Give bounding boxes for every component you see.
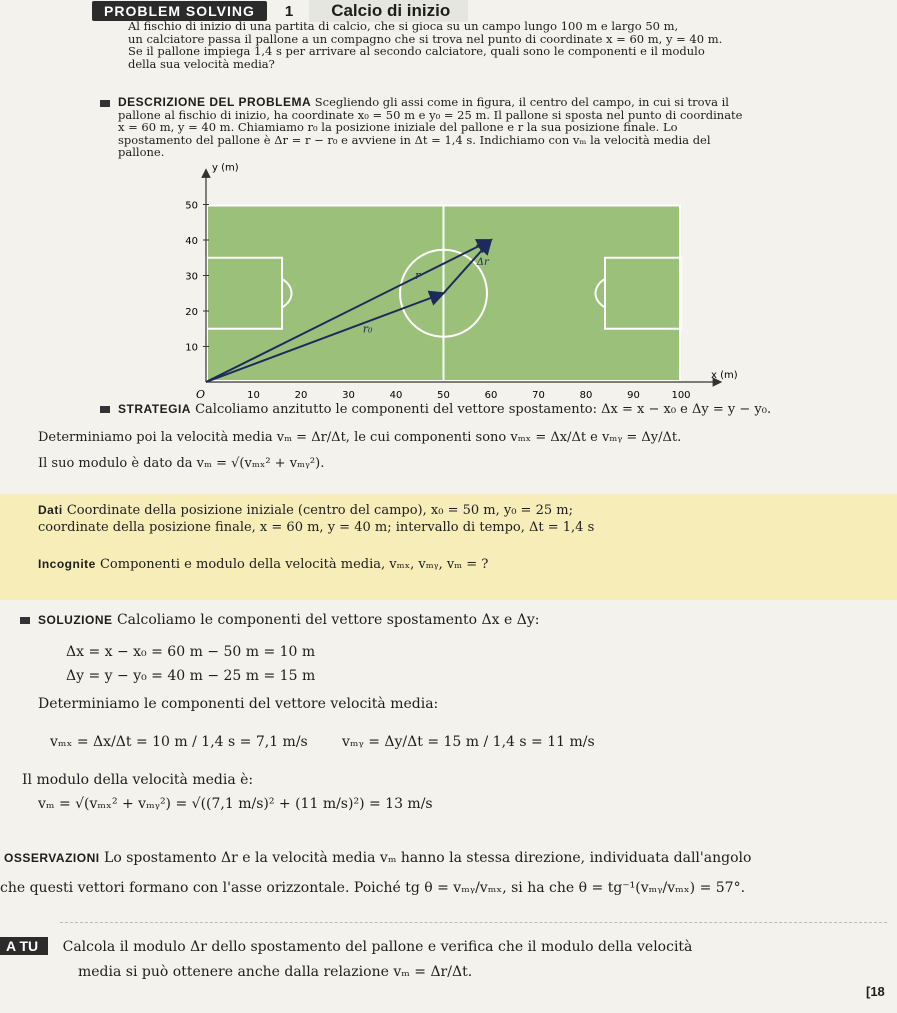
problem-number: 1 <box>284 2 294 20</box>
problem-solving-badge: PROBLEM SOLVING <box>92 1 267 21</box>
y-tick-label: 30 <box>185 271 198 283</box>
solution-modulus: vₘ = √(vₘₓ² + vₘᵧ²) = √((7,1 m/s)² + (11 m/s)²) = 13 m/s <box>38 796 433 812</box>
x-tick-label: 30 <box>342 390 355 401</box>
observations-lead: OSSERVAZIONI <box>4 851 100 865</box>
x-tick-label: 20 <box>294 390 308 401</box>
description-lead: DESCRIZIONE DEL PROBLEMA <box>118 95 312 109</box>
dati-lead: Dati <box>38 503 63 517</box>
strategy-block <box>100 402 890 417</box>
solution-vmy: vₘᵧ = Δy/Δt = 15 m / 1,4 s = 11 m/s <box>342 734 595 750</box>
section-marker <box>100 100 110 107</box>
observations-line-1 <box>4 850 751 866</box>
exercise-text: Calcola il modulo Δr dello spostamento del pallone e verifica che il modulo della velocità <box>62 939 693 955</box>
x-tick-label: 100 <box>671 390 691 401</box>
solution-mod-intro: Il modulo della velocità media è: <box>22 772 254 788</box>
solution-header <box>20 612 539 628</box>
solution-lead: SOLUZIONE <box>38 613 113 627</box>
strategy-line: Il suo modulo è dato da vₘ = √(vₘₓ² + vₘᵧ²). <box>38 456 325 471</box>
description-line: x = 60 m, y = 40 m. Chiamiamo r₀ la posizione iniziale del pallone e r la sua posizione finale. Lo <box>118 120 678 134</box>
dati-text: Coordinate della posizione iniziale (centro del campo), x₀ = 50 m, y₀ = 25 m; <box>66 503 573 518</box>
strategy-line: Calcoliamo anzitutto le componenti del vettore spostamento: Δx = x − x₀ e Δy = y − y₀. <box>195 402 772 417</box>
observations-line-2: che questi vettori formano con l'asse orizzontale. Poiché tg θ = vₘᵧ/vₘₓ, si ha che θ = tg⁻¹(vₘᵧ/vₘₓ) = 57°. <box>0 880 746 896</box>
description-line: spostamento del pallone è Δr = r − r₀ e avviene in Δt = 1,4 s. Indichiamo con vₘ la velocità media del <box>118 132 711 147</box>
origin-label: O <box>196 388 206 401</box>
page-reference: [18 <box>866 984 885 999</box>
section-marker <box>100 406 110 413</box>
strategy-lead: STRATEGIA <box>118 402 191 416</box>
problem-line: Al fischio di inizio di una partita di calcio, che si gioca su un campo lungo 100 m e largo 50 m, <box>128 19 679 33</box>
problem-line: della sua velocità media? <box>128 56 275 71</box>
incognite-text: Componenti e modulo della velocità media, vₘₓ, vₘᵧ, vₘ = ? <box>99 557 489 572</box>
y-tick-label: 20 <box>185 307 198 318</box>
solution-dx: Δx = x − x₀ = 60 m − 50 m = 10 m <box>66 644 316 660</box>
solution-intro: Calcoliamo le componenti del vettore spostamento Δx e Δy: <box>116 612 540 628</box>
solution-vel-intro: Determiniamo le componenti del vettore velocità media: <box>38 696 439 712</box>
solution-vmx: vₘₓ = Δx/Δt = 10 m / 1,4 s = 7,1 m/s <box>50 734 308 750</box>
field-diagram <box>170 160 790 420</box>
problem-line: un calciatore passa il pallone a un compagno che si trova nel punto di coordinate x = 60 m, y = 40 m. <box>128 31 723 46</box>
solution-dy: Δy = y − y₀ = 40 m − 25 m = 15 m <box>66 668 316 684</box>
incognite-lead: Incognite <box>38 557 96 571</box>
x-tick-label: 90 <box>627 390 640 401</box>
x-tick-label: 70 <box>532 390 545 401</box>
incognite-line <box>38 556 488 573</box>
vector-r0-label: r₀ <box>362 322 373 336</box>
problem-line: Se il pallone impiega 1,4 s per arrivare al secondo calciatore, quali sono le componenti e il modulo <box>128 44 705 58</box>
y-tick-label: 50 <box>185 200 198 212</box>
exercise-line-1 <box>0 938 692 955</box>
x-tick-label: 80 <box>579 390 593 401</box>
divider <box>60 922 887 923</box>
y-tick-label: 40 <box>185 236 198 247</box>
section-marker <box>20 617 30 624</box>
x-axis-label: x (m) <box>711 370 738 381</box>
y-tick-label: 10 <box>185 342 198 354</box>
description-line: Scegliendo gli assi come in figura, il centro del campo, in cui si trova il <box>314 95 729 109</box>
problem-text <box>128 20 888 70</box>
data-box <box>0 494 897 600</box>
vector-r-label: r <box>415 269 421 283</box>
exercise-line-2: media si può ottenere anche dalla relazione vₘ = Δr/Δt. <box>78 964 473 980</box>
description-block <box>100 96 890 159</box>
problem-title: Calcio di inizio <box>309 0 468 22</box>
vector-delta-r-label: Δr <box>476 256 489 268</box>
description-line: pallone al fischio di inizio, ha coordinate x₀ = 50 m e y₀ = 25 m. Il pallone si sposta nel punto di coordinate <box>118 107 743 122</box>
x-tick-label: 60 <box>484 390 498 401</box>
dati-line <box>38 502 573 519</box>
a-tu-badge: A TU <box>0 937 48 955</box>
observations-text: Lo spostamento Δr e la velocità media vₘ hanno la stessa direzione, individuata dall'angolo <box>104 850 752 866</box>
x-tick-label: 10 <box>247 390 260 401</box>
x-tick-label: 40 <box>389 390 403 401</box>
strategy-line: Determiniamo poi la velocità media vₘ = Δr/Δt, le cui componenti sono vₘₓ = Δx/Δt e vₘᵧ = Δy/Δt. <box>38 430 682 445</box>
x-tick-label: 50 <box>437 390 450 401</box>
y-axis-label: y (m) <box>212 162 239 174</box>
description-line: pallone. <box>118 145 165 159</box>
dati-line-2: coordinate della posizione finale, x = 60 m, y = 40 m; intervallo di tempo, Δt = 1,4 s <box>38 520 595 535</box>
